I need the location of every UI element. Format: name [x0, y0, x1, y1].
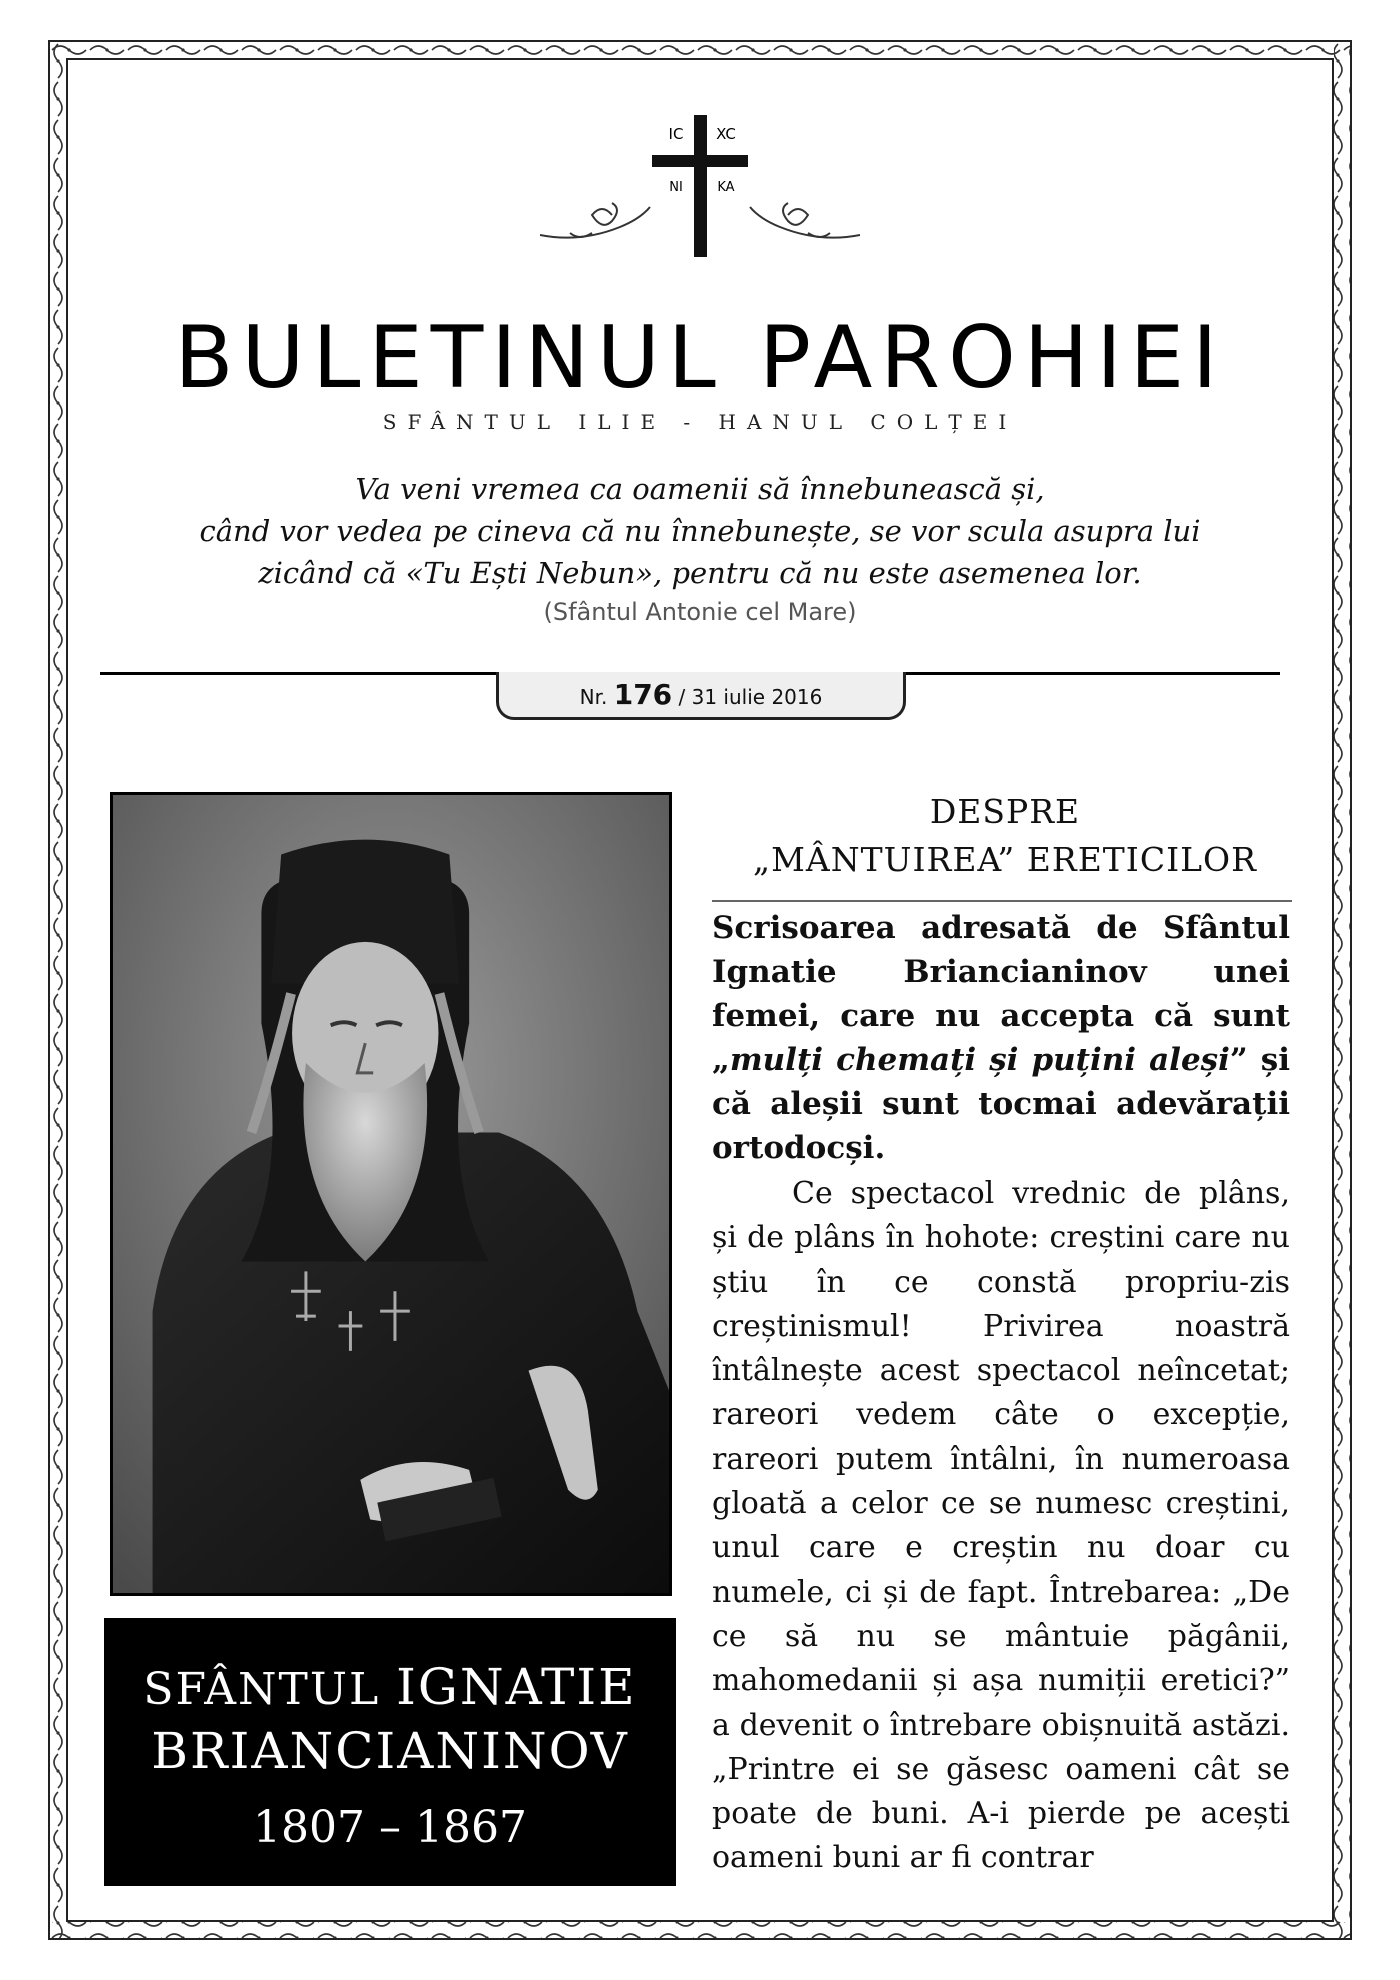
- saint-name-line1: [104, 1658, 676, 1716]
- article-title-divider: [712, 900, 1292, 902]
- article-title-line1: DESPRE: [929, 792, 1081, 831]
- quote-line: când vor vedea pe cineva că nu înnebunește, se vor scula asupra lui: [199, 514, 1201, 548]
- article-paragraph: Ce spectacol vrednic de plâns, și de plâns în hohote: creștini care nu știu în ce constă propriu-zis creștinismul! Privirea noastră întâlnește acest spectacol neîncetat; rareori vedem câte o excepție, rareori putem întâlni, în numeroasa gloată a celor ce se numesc creștini, unul care e creștin nu doar cu numele, ci și de fapt. Întrebarea: „De ce să nu se mântuie păgânii, mahomedanii și așa numiții eretici?” a devenit o întrebare obișnuită astăzi. „Printre ei se găsesc oameni cât se poate de buni. A-i pierde pe acești oameni buni ar fi contrar: [712, 1176, 1290, 1876]
- lead-text-end: ” și că aleșii sunt tocmai adevărații ortodocși.: [712, 1042, 1290, 1166]
- article-body: [712, 1172, 1290, 1881]
- issue-date: / 31 iulie 2016: [678, 685, 823, 709]
- lead-italic: mulți chemați și puțini aleși: [729, 1042, 1230, 1078]
- saint-name-box: [104, 1618, 676, 1886]
- masthead-subtitle: SFÂNTUL ILIE - HANUL COLȚEI: [382, 410, 1018, 434]
- quote-line: zicând că «Tu Ești Nebun», pentru că nu este asemenea lor.: [258, 556, 1142, 590]
- quote-attribution: (Sfântul Antonie cel Mare): [543, 598, 857, 626]
- masthead-title: BULETINUL PAROHIEI: [174, 308, 1226, 408]
- cross-emblem: [540, 115, 860, 265]
- quote-line: Va veni vremea ca oamenii să înnebunească și,: [355, 472, 1045, 506]
- saint-portrait: [110, 792, 672, 1596]
- saint-years: 1807 – 1867: [253, 1802, 527, 1853]
- article-title-line2: „MÂNTUIREA” ERETICILOR: [753, 840, 1257, 879]
- article-lead: [712, 906, 1290, 1170]
- saint-first-name: IGNATIE: [396, 1658, 637, 1716]
- flourish-right-icon: [750, 203, 860, 238]
- epigraph-quote: [150, 468, 1250, 594]
- emblem-ka: KA: [717, 180, 735, 195]
- emblem-xc: XC: [716, 125, 736, 143]
- emblem-ni: NI: [669, 180, 683, 195]
- saint-last-name: BRIANCIANINOV: [151, 1722, 629, 1780]
- issue-number: 176: [613, 678, 673, 711]
- issue-tab: [496, 672, 906, 720]
- issue-prefix: Nr.: [579, 685, 608, 709]
- lead-text: Scrisoarea adresată de Sfântul Ignatie Briancianinov unei femei, care nu accepta că sunt „: [712, 910, 1290, 1078]
- article-title: [710, 788, 1300, 884]
- flourish-left-icon: [540, 203, 650, 238]
- saint-title: SFÂNTUL: [143, 1664, 381, 1715]
- emblem-ic: IC: [668, 125, 684, 143]
